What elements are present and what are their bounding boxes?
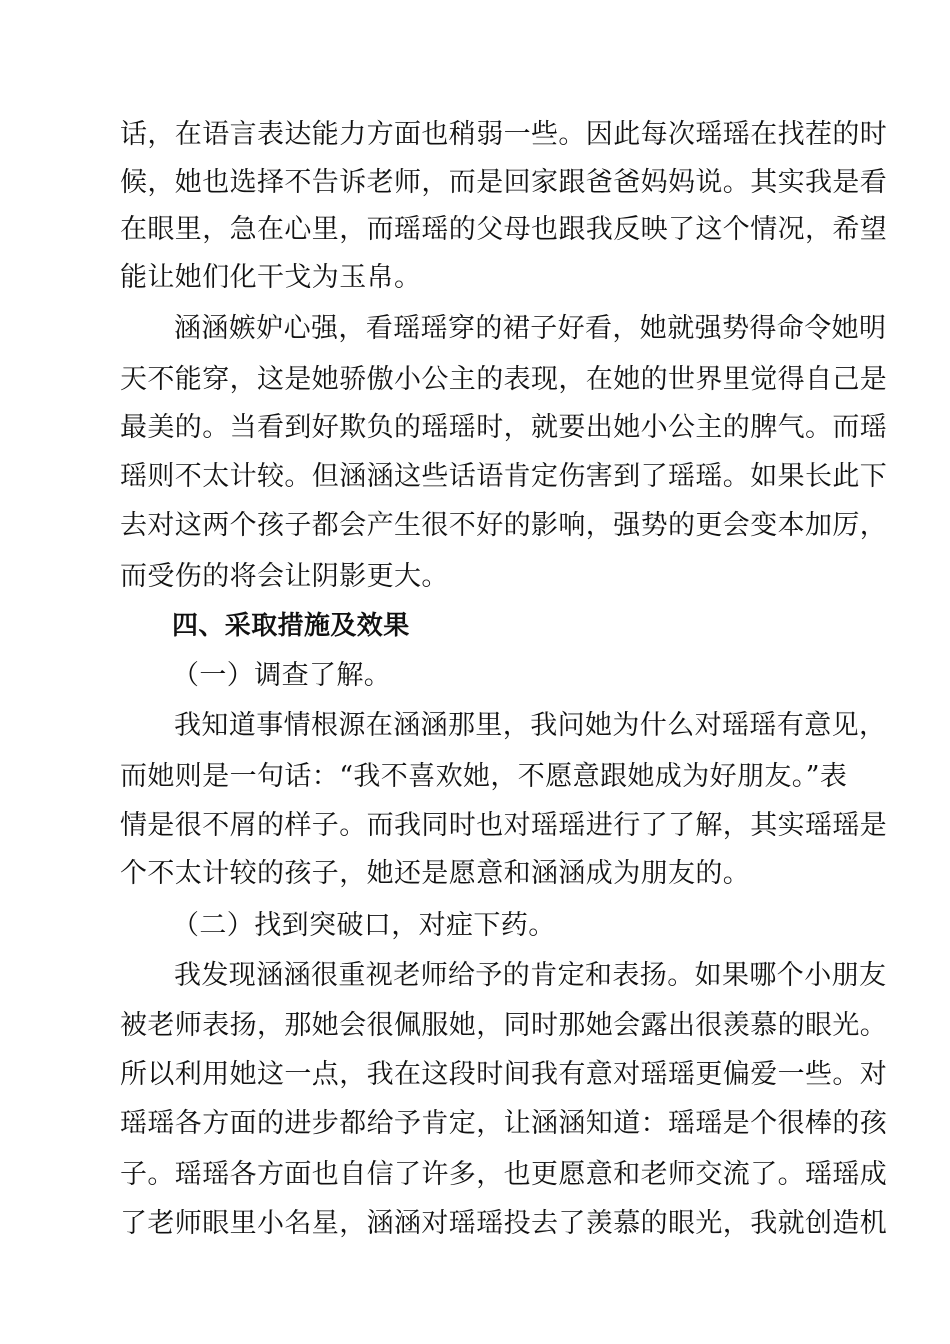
subsection-heading: （一）调查了解。 <box>172 660 392 691</box>
section-heading: 四、采取措施及效果 <box>172 611 410 641</box>
text-line: 在眼里，急在心里，而瑶瑶的父母也跟我反映了这个情况，希望 <box>120 214 888 245</box>
text-line: 所以利用她这一点，我在这段时间我有意对瑶瑶更偏爱一些。对 <box>120 1059 888 1090</box>
text-line: 子。瑶瑶各方面也自信了许多，也更愿意和老师交流了。瑶瑶成 <box>120 1159 888 1190</box>
text-line: 瑶瑶各方面的进步都给予肯定，让涵涵知道：瑶瑶是个很棒的孩 <box>120 1108 888 1139</box>
text-line: 情是很不屑的样子。而我同时也对瑶瑶进行了了解，其实瑶瑶是 <box>120 810 888 841</box>
text-line: 我发现涵涵很重视老师给予的肯定和表扬。如果哪个小朋友 <box>174 960 887 991</box>
text-line: 了老师眼里小名星，涵涵对瑶瑶投去了羡慕的眼光，我就创造机 <box>120 1208 888 1239</box>
text-line: 候，她也选择不告诉老师，而是回家跟爸爸妈妈说。其实我是看 <box>120 167 888 198</box>
text-line: 天不能穿，这是她骄傲小公主的表现，在她的世界里觉得自己是 <box>120 364 888 395</box>
text-line: 而受伤的将会让阴影更大。 <box>120 561 449 592</box>
text-line: 被老师表扬，那她会很佩服她，同时那她会露出很羡慕的眼光。 <box>120 1010 888 1041</box>
text-line: 个不太计较的孩子，她还是愿意和涵涵成为朋友的。 <box>120 858 751 889</box>
text-line: 能让她们化干戈为玉帛。 <box>120 262 422 293</box>
text-line: 最美的。当看到好欺负的瑶瑶时，就要出她小公主的脾气。而瑶 <box>120 412 888 443</box>
text-line: 我知道事情根源在涵涵那里，我问她为什么对瑶瑶有意见， <box>174 710 887 741</box>
text-line: 而她则是一句话：“我不喜欢她，不愿意跟她成为好朋友。”表 <box>120 761 848 792</box>
text-line: 瑶则不太计较。但涵涵这些话语肯定伤害到了瑶瑶。如果长此下 <box>120 461 888 492</box>
text-line: 去对这两个孩子都会产生很不好的影响，强势的更会变本加厉， <box>120 510 888 541</box>
subsection-heading: （二）找到突破口，对症下药。 <box>172 910 556 941</box>
text-line: 话，在语言表达能力方面也稍弱一些。因此每次瑶瑶在找茬的时 <box>120 119 888 150</box>
text-line: 涵涵嫉妒心强，看瑶瑶穿的裙子好看，她就强势得命令她明 <box>174 313 887 344</box>
